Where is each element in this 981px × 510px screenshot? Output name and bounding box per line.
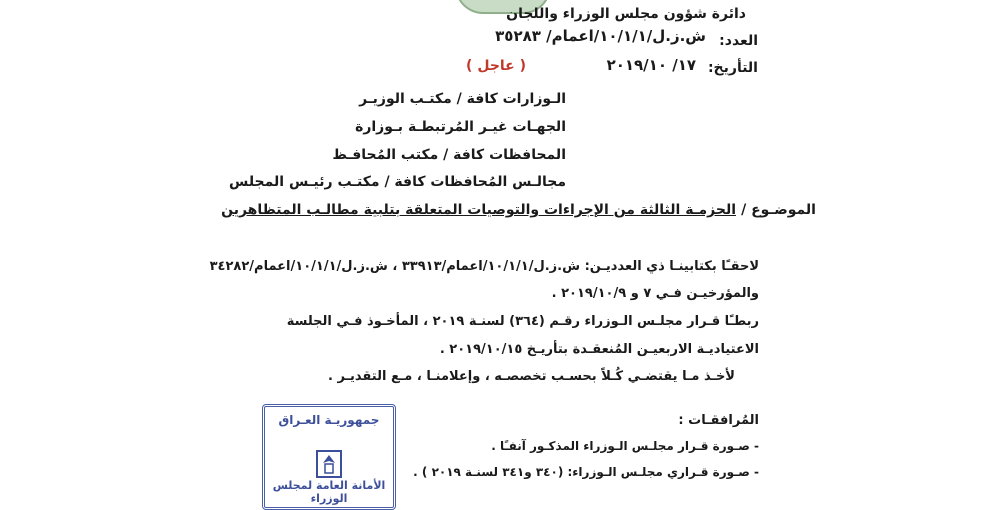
body-line-5: لأخـذ مـا يقتضـي كُـلاً بحسـب تخصصـه ، وإعلامنـا ، مـع التقديـر . <box>328 369 735 384</box>
recipient-2: الجهـات غيـر المُرتبطـة بـوزارة <box>355 119 566 135</box>
stamp-top-text: جمهوريـة العـراق <box>278 413 380 427</box>
body-line-1: لاحقـًا بكتابينـا ذي العدديـن: ش.ز.ل/١٠/١/١/اعمام/٣٣٩١٣ ، ش.ز.ل/١٠/١/١/اعمام/٣٤٢٨٢ <box>209 259 759 274</box>
official-stamp <box>262 404 396 510</box>
stamp-bottom-text: الأمانة العامة لمجلس الوزراء <box>272 479 386 505</box>
number-label: العدد: <box>719 33 758 49</box>
subject-text: الحزمـة الثالثة من الإجراءات والتوصيات المتعلقة بتلبية مطالـب المتظاهرين <box>221 202 736 218</box>
department-name: دائرة شؤون مجلس الوزراء واللجان <box>506 6 746 22</box>
body-line-3: ربطـًا قـرار مجلـس الـوزراء رقـم (٣٦٤) لسنـة ٢٠١٩ ، المأخـوذ فـي الجلسة <box>286 314 759 329</box>
recipient-1: الـوزارات كافة / مكتـب الوزيـر <box>359 91 566 107</box>
date-value: ١٧/ ٢٠١٩/١٠ <box>606 56 696 74</box>
number-value: ش.ز.ل/١٠/١/١/اعمام/ ٣٥٢٨٣ <box>495 27 706 45</box>
recipient-4: مجالـس المُحافظات كافة / مكتـب رئيـس المجلس <box>229 174 566 190</box>
body-line-4: الاعتياديـة الاربعيـن المُنعقـدة بتأريـخ ٢٠١٩/١٠/١٥ . <box>439 342 759 357</box>
urgent-label: ( عاجل ) <box>466 58 526 74</box>
attachment-item-1: - صـورة قـرار مجلـس الـوزراء المذكـور آنفـًا . <box>491 439 759 453</box>
attachment-item-2: - صـورة قـراري مجلـس الـوزراء: (٣٤٠ و٣٤١ لسنـة ٢٠١٩ ) . <box>413 465 759 479</box>
body-line-2: والمؤرخيـن فـي ٧ و ٢٠١٩/١٠/٩ . <box>551 286 759 301</box>
subject-label: الموضـوع / <box>741 202 816 218</box>
recipient-3: المحافظات كافة / مكتب المُحافـظ <box>332 147 566 163</box>
date-label: التأريخ: <box>707 60 758 76</box>
attachments-label: المُرافقـات : <box>678 413 759 428</box>
